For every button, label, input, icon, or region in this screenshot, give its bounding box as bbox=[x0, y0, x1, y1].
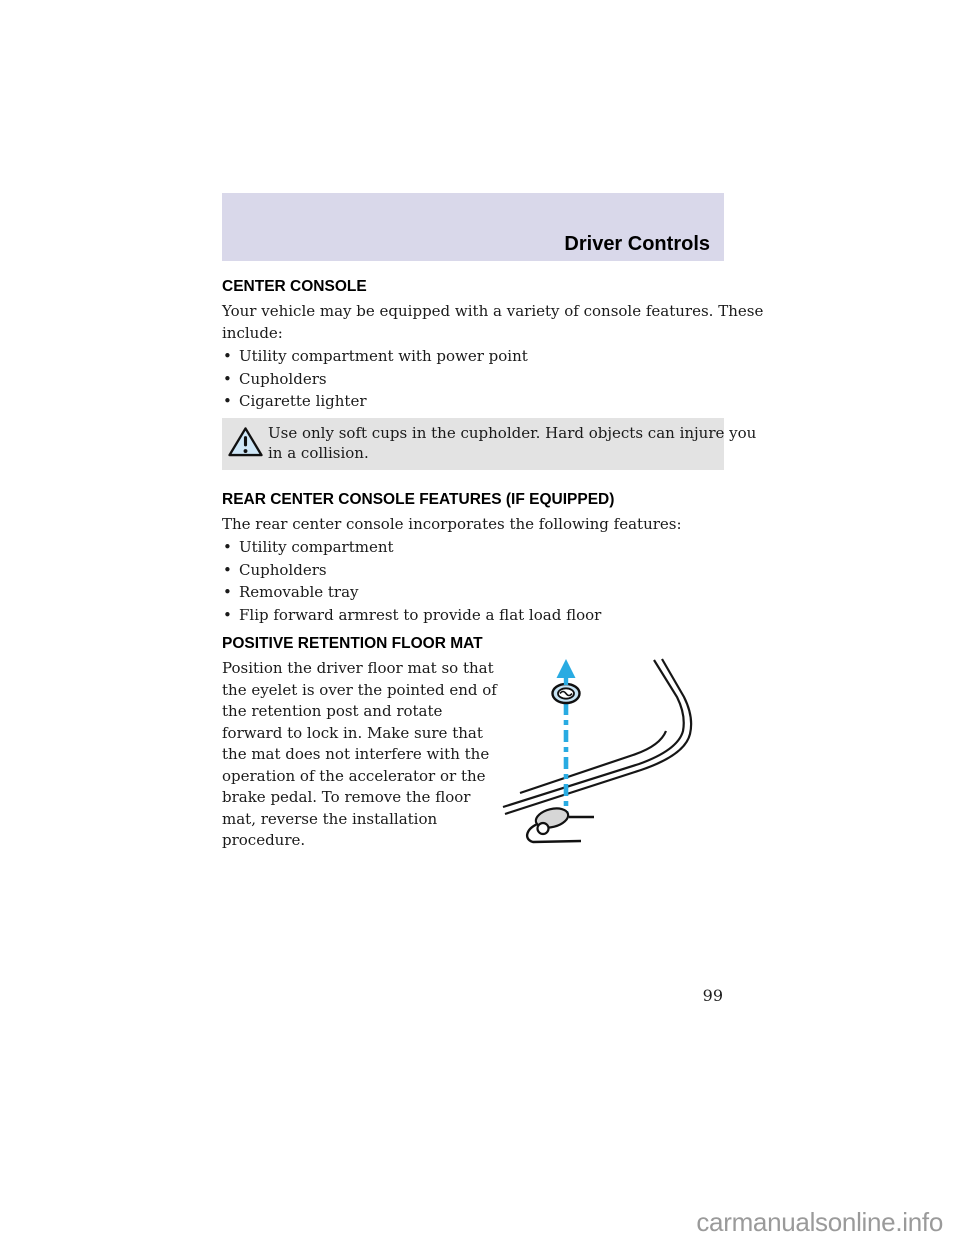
post-pivot-circle bbox=[538, 823, 549, 834]
paragraph-line: the mat does not interfere with the bbox=[222, 745, 490, 763]
warning-text bbox=[268, 423, 756, 464]
section-heading-rear-console: REAR CENTER CONSOLE FEATURES (IF EQUIPPED) bbox=[222, 490, 615, 508]
paragraph-line: mat, reverse the installation bbox=[222, 809, 438, 828]
list-item: • Cigarette lighter bbox=[222, 390, 724, 413]
page-number: 99 bbox=[702, 986, 723, 1005]
section-heading-floor-mat: POSITIVE RETENTION FLOOR MAT bbox=[222, 635, 483, 652]
paragraph-line: brake pedal. To remove the floor bbox=[222, 788, 471, 806]
section-heading-center-console: CENTER CONSOLE bbox=[222, 278, 367, 295]
list-item: • Flip forward armrest to provide a flat load floor bbox=[222, 604, 724, 627]
list-item: • Utility compartment with power point bbox=[222, 345, 724, 368]
floor-mat-paragraph bbox=[222, 658, 497, 852]
page-content-column bbox=[222, 193, 764, 852]
chapter-header-banner bbox=[222, 193, 724, 261]
list-item: • Cupholders bbox=[222, 559, 724, 582]
paragraph-line: include: bbox=[222, 323, 283, 342]
rear-console-intro bbox=[222, 514, 724, 536]
warning-callout bbox=[222, 418, 757, 470]
paragraph-line: The rear center console incorporates the following features: bbox=[222, 514, 682, 533]
up-arrow-icon bbox=[557, 659, 576, 685]
center-console-feature-list bbox=[222, 345, 724, 413]
floor-mat-section bbox=[222, 658, 724, 852]
mat-eyelet bbox=[553, 684, 580, 703]
list-item: • Cupholders bbox=[222, 368, 724, 391]
chapter-title: Driver Controls bbox=[564, 233, 710, 255]
floor-mat-retention-post-diagram bbox=[493, 646, 735, 858]
warning-icon-container bbox=[222, 423, 268, 458]
paragraph-line: forward to lock in. Make sure that bbox=[222, 723, 483, 742]
center-console-intro bbox=[222, 301, 764, 344]
paragraph-line: Position the driver floor mat so that bbox=[222, 659, 494, 677]
watermark-text: carmanualsonline.info bbox=[696, 1207, 943, 1237]
rear-console-feature-list bbox=[222, 536, 724, 626]
paragraph-line: the eyelet is over the pointed end of bbox=[222, 680, 497, 699]
paragraph-line: the retention post and rotate bbox=[222, 702, 443, 720]
list-item: • Utility compartment bbox=[222, 536, 724, 559]
paragraph-line: operation of the accelerator or the bbox=[222, 766, 486, 785]
paragraph-line: Use only soft cups in the cupholder. Hard objects can injure you bbox=[268, 423, 757, 442]
paragraph-line: Your vehicle may be equipped with a variety of console features. These bbox=[222, 302, 764, 320]
warning-triangle-icon bbox=[227, 426, 264, 458]
list-item: • Removable tray bbox=[222, 581, 724, 604]
paragraph-line: procedure. bbox=[222, 831, 306, 849]
paragraph-line: in a collision. bbox=[268, 444, 369, 462]
